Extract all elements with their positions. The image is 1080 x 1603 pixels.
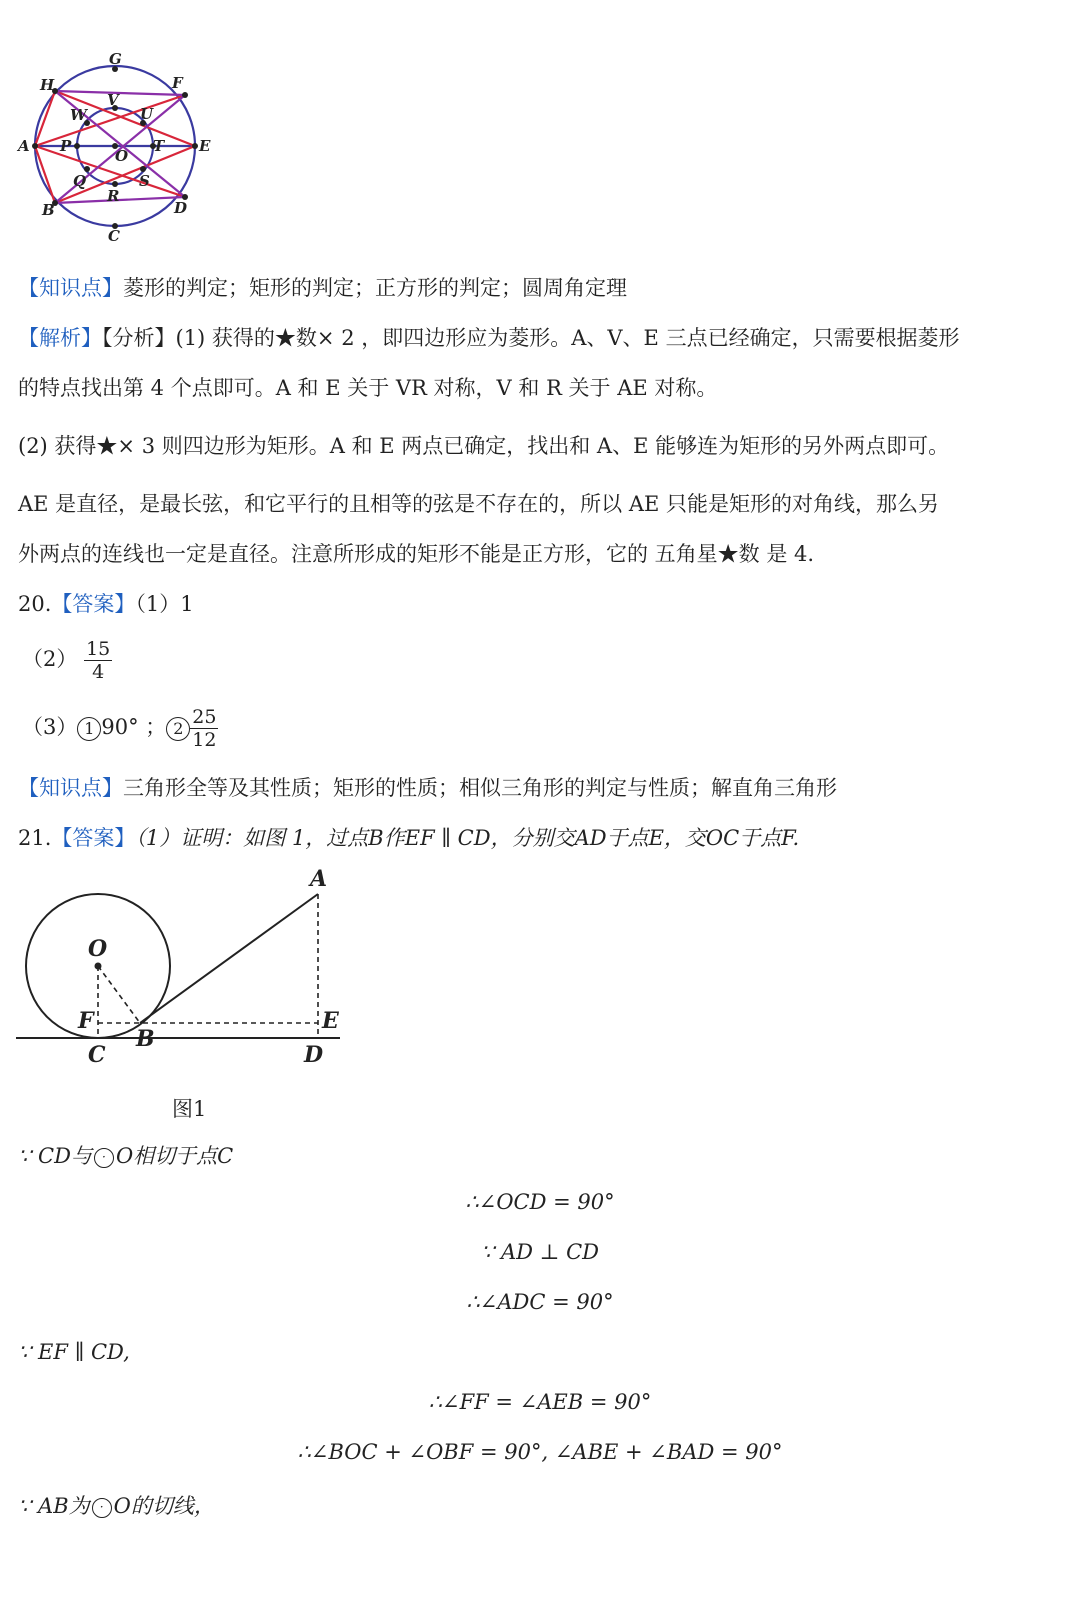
label-U: U (140, 105, 154, 123)
label-T: T (153, 137, 165, 155)
circle-dot-symbol: · (94, 1148, 114, 1168)
ans-20-3-sep: ； (145, 715, 167, 739)
proof-line-ab: ∵ AB为 · O的切线， (18, 1494, 215, 1518)
analysis-p1b: 的特点找出第 4 个点即可。A 和 E 关于 VR 对称，V 和 R 关于 AE 对称。 (18, 376, 718, 400)
label-H: H (40, 76, 55, 94)
answer-21-line (18, 822, 799, 852)
q-num-20: 20. (18, 592, 52, 616)
jx-tag: 【解析】 (18, 326, 102, 350)
kp-tag-20: 【知识点】 (18, 776, 123, 800)
label-O: O (115, 147, 129, 165)
label-V: V (107, 91, 119, 109)
fig1-label-C: C (88, 1042, 106, 1068)
label-Q: Q (73, 172, 87, 190)
kp-text-20: 三角形全等及其性质；矩形的性质；相似三角形的判定与性质；解直角三角形 (123, 776, 837, 800)
ans-tag-21: 【答案】 (51, 826, 136, 850)
proof-line-cd: ∵ CD与 · O相切于点C (18, 1144, 234, 1168)
circled-2: 2 (166, 717, 190, 741)
fraction-15-4: $\frac{15}{4}$ (86, 638, 111, 683)
label-C: C (108, 227, 120, 245)
circle-dot-symbol: · (92, 1498, 112, 1518)
label-G: G (109, 50, 122, 68)
star-circle-figure (10, 45, 220, 250)
kp-text: 菱形的判定；矩形的判定；正方形的判定；圆周角定理 (123, 276, 627, 300)
analysis-p1a: (1) 获得的★数× 2 ，即四边形应为菱形。A、V、E 三点已经确定，只需要根据菱形 (175, 326, 960, 350)
fraction-25-12: $\frac{25}{12}$ (192, 706, 217, 751)
label-F: F (172, 74, 183, 92)
fig1-label-E: E (322, 1008, 339, 1034)
ans-21-line1: （1）证明：如图 1，过点B作EF ∥ CD，分别交AD于点E，交OC于点F. (135, 826, 800, 850)
fig1-label-F: F (78, 1008, 94, 1034)
fig1-label-O: O (88, 936, 108, 962)
proof-line-ef: ∵ EF ∥ CD, (18, 1340, 130, 1364)
analysis-p2: (2) 获得★× 3 则四边形为矩形。A 和 E 两点已确定，找出和 A、E 能够连为矩形的另外两点即可。 (18, 434, 950, 458)
proof-eq-5: ∴∠BOC + ∠OBF = 90°, ∠ABE + ∠BAD = 90° (297, 1440, 783, 1464)
q-num-21: 21. (18, 826, 52, 850)
kp-line-19 (18, 272, 627, 302)
figure-1 (10, 862, 350, 1072)
answer-20-line (18, 588, 194, 618)
kp-line-20 (18, 772, 837, 802)
analysis-p3a: AE 是直径，是最长弦，和它平行的且相等的弦是不存在的，所以 AE 只能是矩形的对角线，那么另 (18, 492, 940, 516)
fx-tag: 【分析】 (102, 326, 176, 350)
proof-eq-4: ∴∠FF = ∠AEB = 90° (428, 1390, 652, 1414)
ans-20-1: （1）1 (135, 592, 194, 616)
proof-eq-3: ∴∠ADC = 90° (466, 1290, 614, 1314)
figure-1-caption: 图1 (172, 1097, 207, 1121)
fig1-label-B: B (136, 1026, 155, 1052)
label-W: W (70, 106, 87, 124)
circled-1: 1 (77, 717, 101, 741)
answer-20-2 (22, 638, 112, 683)
analysis-line-1 (18, 322, 960, 352)
label-R: R (107, 187, 120, 205)
label-A: A (18, 137, 30, 155)
fig1-label-A: A (310, 866, 328, 892)
proof-eq-1: ∴∠OCD = 90° (465, 1190, 615, 1214)
ans-tag-20: 【答案】 (51, 592, 136, 616)
tangent-ab (140, 894, 318, 1023)
fig1-label-D: D (304, 1042, 324, 1068)
ans-20-2-prefix: （2） (22, 647, 78, 671)
label-P: P (60, 137, 72, 155)
answer-20-3 (22, 706, 218, 751)
label-S: S (139, 172, 150, 190)
ans-20-3-val1: 90° (101, 715, 139, 739)
proof-eq-2: ∵ AD ⊥ CD (480, 1240, 600, 1264)
label-E: E (199, 137, 211, 155)
analysis-p3b: 外两点的连线也一定是直径。注意所形成的矩形不能是正方形，它的 五角星★数 是 4. (18, 542, 815, 566)
label-B: B (42, 201, 55, 219)
label-D: D (174, 199, 188, 217)
kp-tag: 【知识点】 (18, 276, 123, 300)
ans-20-3-prefix: （3） (22, 715, 78, 739)
